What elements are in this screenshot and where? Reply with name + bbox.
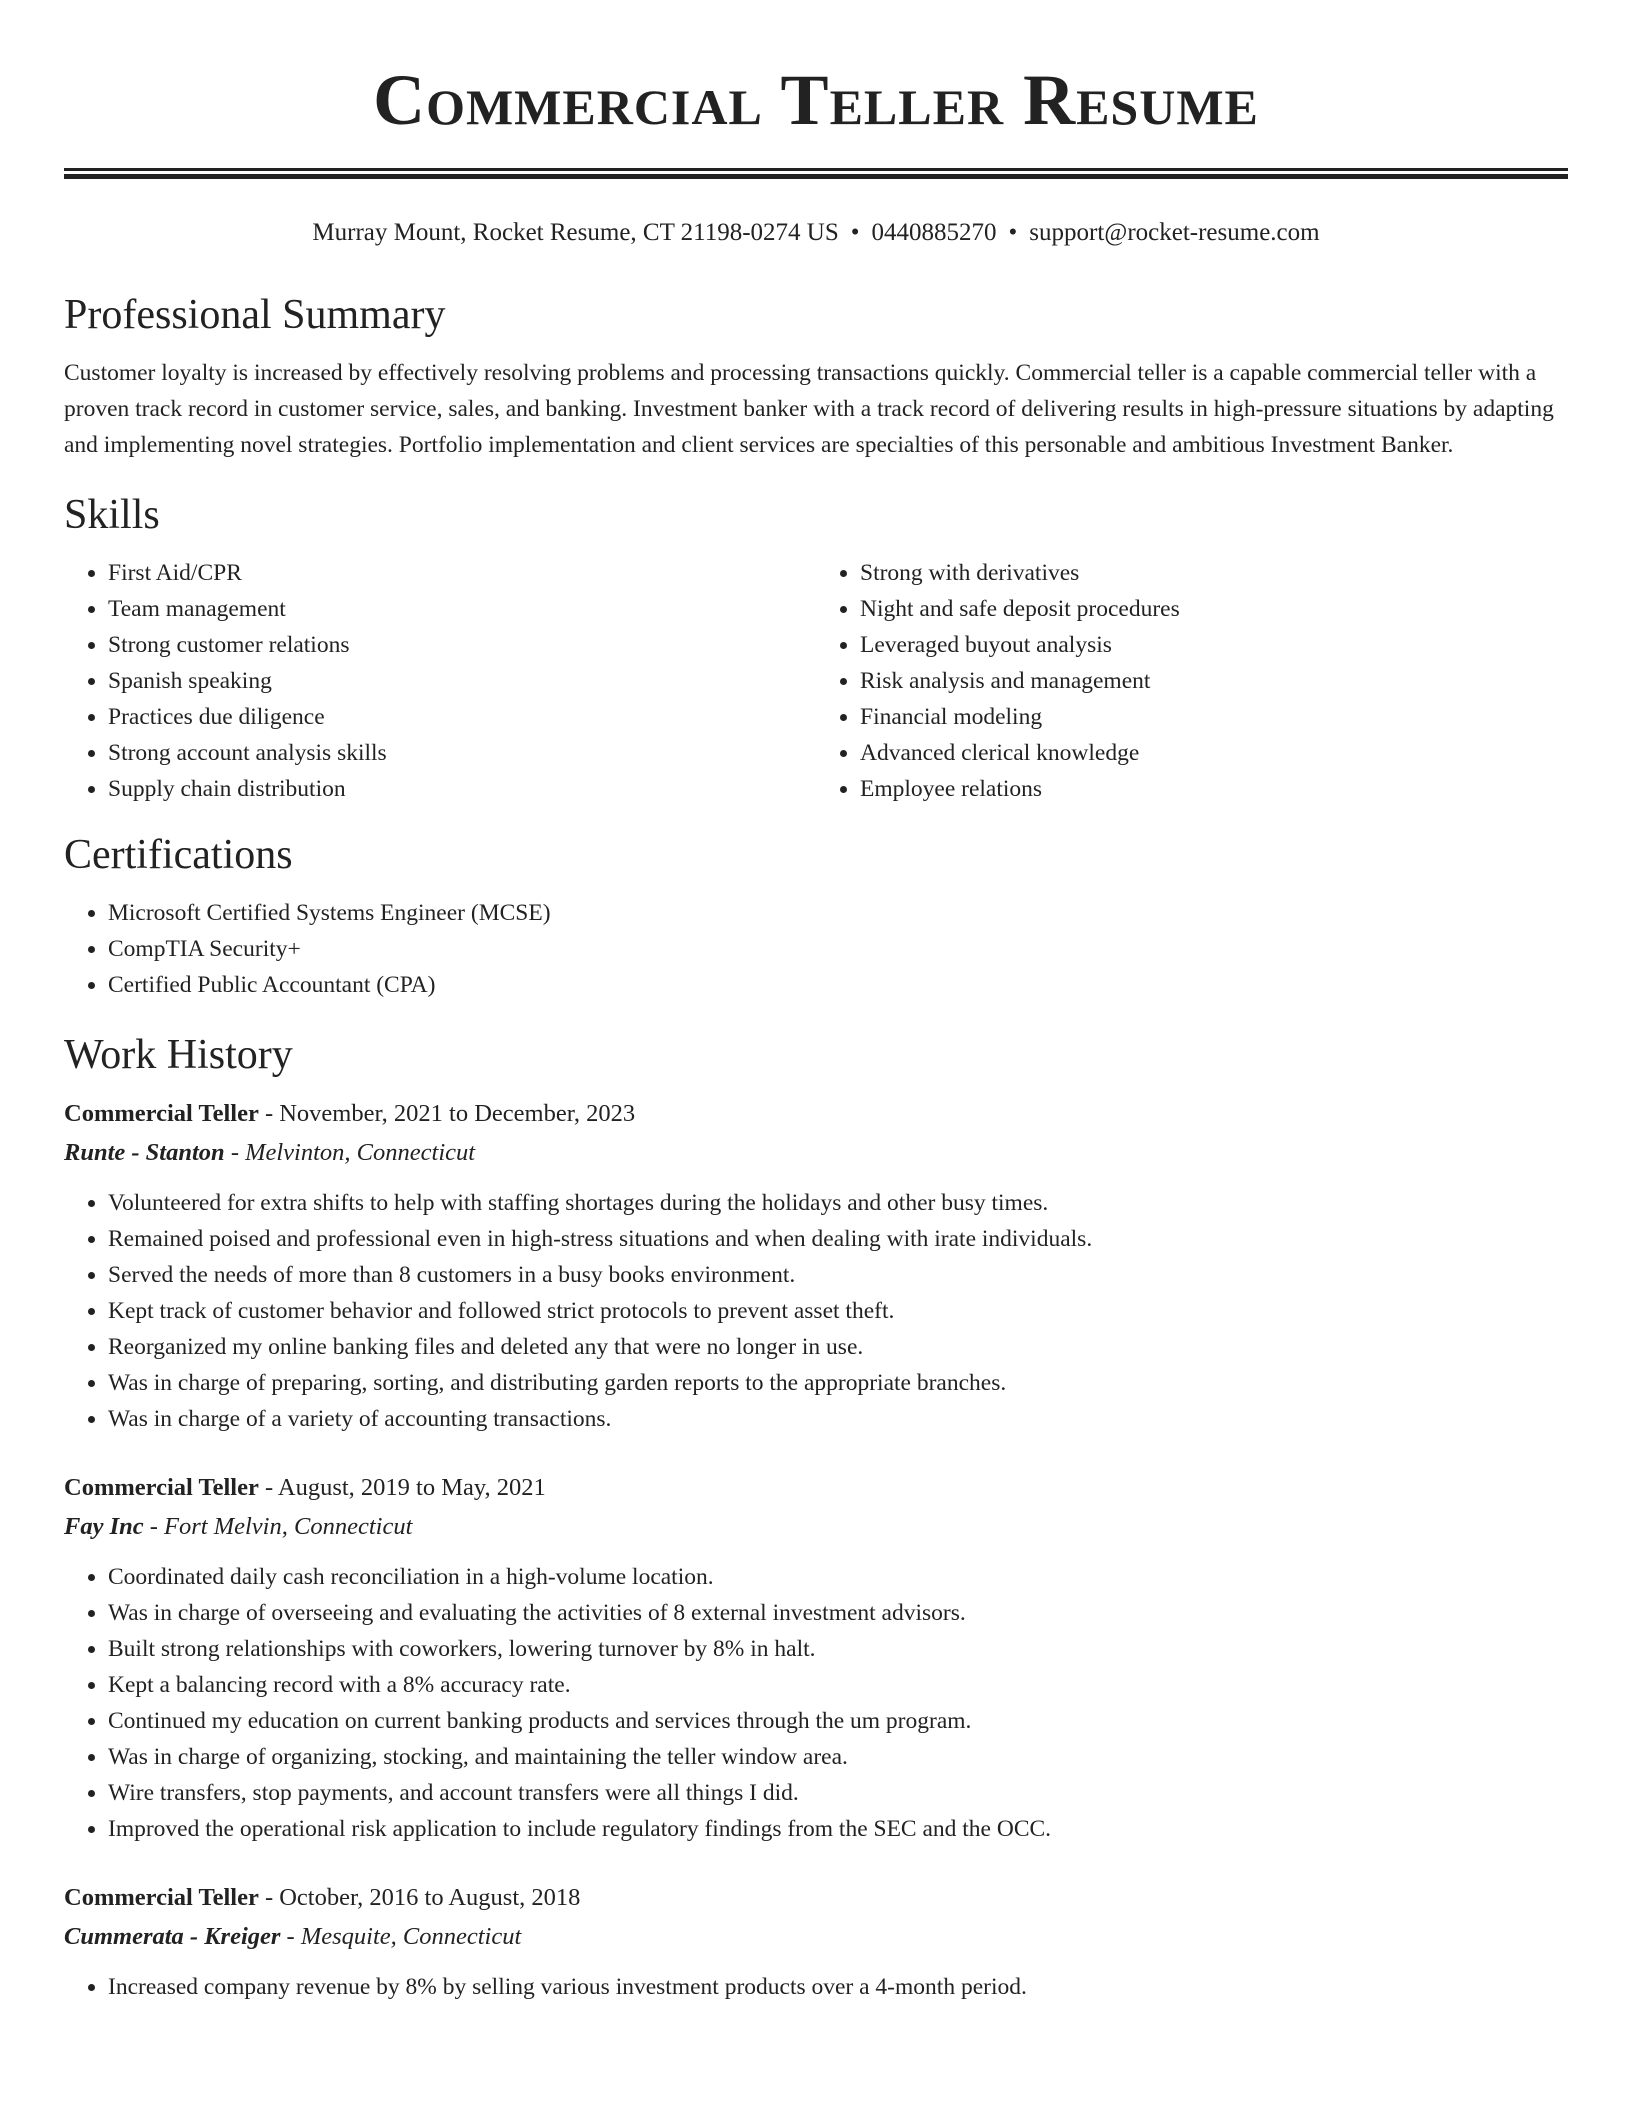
job-bullets — [64, 1185, 1568, 1437]
contact-separator: • — [850, 219, 860, 246]
skills-columns — [64, 555, 1568, 807]
job-bullet: • Coordinated daily cash reconciliation in a high-volume location. — [108, 1559, 1568, 1595]
skill-item: • Team management — [108, 591, 816, 627]
skill-item: • Employee relations — [860, 771, 1568, 807]
skill-item: • Strong account analysis skills — [108, 735, 816, 771]
skills-section — [64, 491, 1568, 807]
job-header — [64, 1469, 1568, 1507]
job-company-line — [64, 1507, 1568, 1547]
certifications-heading: Certifications — [64, 832, 293, 878]
skill-item: • Supply chain distribution — [108, 771, 816, 807]
summary-text: Customer loyalty is increased by effectively resolving problems and processing transactions quickly. Commercial teller is a capable commercial teller with a proven track record in customer service, sales, and banking. Investment banker with a track record of delivering results in high-pressure situations by adapting and implementing novel strategies. Portfolio implementation and client services are specialties of this personable and ambitious Investment Banker. — [64, 360, 1554, 458]
skill-item: • Practices due diligence — [108, 699, 816, 735]
job-bullet: • Reorganized my online banking files and deleted any that were no longer in use. — [108, 1329, 1568, 1365]
job-location: - Mesquite, Connecticut — [280, 1923, 522, 1950]
job-bullet: • Kept track of customer behavior and followed strict protocols to prevent asset theft. — [108, 1293, 1568, 1329]
job-location: - Fort Melvin, Connecticut — [143, 1513, 413, 1540]
resume-page — [64, 0, 1568, 2005]
certification-item: • Microsoft Certified Systems Engineer (MCSE) — [108, 895, 1568, 931]
job-role: Commercial Teller — [64, 1100, 259, 1127]
job-bullet: • Wire transfers, stop payments, and account transfers were all things I did. — [108, 1775, 1568, 1811]
job-location: - Melvinton, Connecticut — [224, 1139, 476, 1166]
certifications-list — [64, 895, 1568, 1003]
skills-heading: Skills — [64, 492, 160, 538]
skill-item: • First Aid/CPR — [108, 555, 816, 591]
job-bullet: • Was in charge of a variety of accounting transactions. — [108, 1401, 1568, 1437]
skill-item: • Advanced clerical knowledge — [860, 735, 1568, 771]
certifications-section — [64, 831, 1568, 1003]
contact-phone: 0440885270 — [871, 219, 997, 246]
job-bullets — [64, 1559, 1568, 1847]
job-bullet: • Kept a balancing record with a 8% accuracy rate. — [108, 1667, 1568, 1703]
job-bullet: • Improved the operational risk application to include regulatory findings from the SEC and the OCC. — [108, 1811, 1568, 1847]
contact-email: support@rocket-resume.com — [1029, 219, 1320, 246]
skill-item: • Financial modeling — [860, 699, 1568, 735]
job-role: Commercial Teller — [64, 1884, 259, 1911]
job-bullet: • Was in charge of overseeing and evaluating the activities of 8 external investment advisors. — [108, 1595, 1568, 1631]
job-entry — [64, 1879, 1568, 2005]
skills-list-right — [816, 555, 1568, 807]
job-bullet: • Built strong relationships with coworkers, lowering turnover by 8% in halt. — [108, 1631, 1568, 1667]
job-bullet: • Served the needs of more than 8 customers in a busy books environment. — [108, 1257, 1568, 1293]
contact-separator: • — [1008, 219, 1018, 246]
contact-address: Murray Mount, Rocket Resume, CT 21198-0274 US — [312, 219, 839, 246]
resume-title: Commercial Teller Resume — [373, 60, 1259, 140]
job-bullet: • Remained poised and professional even in high-stress situations and when dealing with irate individuals. — [108, 1221, 1568, 1257]
summary-heading: Professional Summary — [64, 292, 446, 338]
job-header — [64, 1879, 1568, 1917]
skill-item: • Leveraged buyout analysis — [860, 627, 1568, 663]
job-role: Commercial Teller — [64, 1474, 259, 1501]
contact-line — [64, 215, 1568, 251]
job-company: Fay Inc — [64, 1513, 144, 1540]
certification-item: • CompTIA Security+ — [108, 931, 1568, 967]
job-bullet: • Continued my education on current banking products and services through the um program. — [108, 1703, 1568, 1739]
job-entry — [64, 1095, 1568, 1437]
title-divider — [64, 168, 1568, 179]
job-dates: - August, 2019 to May, 2021 — [258, 1474, 546, 1501]
job-bullet: • Increased company revenue by 8% by selling various investment products over a 4-month period. — [108, 1969, 1568, 2005]
skill-item: • Strong customer relations — [108, 627, 816, 663]
skill-item: • Night and safe deposit procedures — [860, 591, 1568, 627]
skill-item: • Strong with derivatives — [860, 555, 1568, 591]
job-bullet: • Volunteered for extra shifts to help with staffing shortages during the holidays and other busy times. — [108, 1185, 1568, 1221]
job-entry — [64, 1469, 1568, 1847]
jobs-list — [64, 1095, 1568, 2005]
skills-list-left — [64, 555, 816, 807]
job-bullet: • Was in charge of organizing, stocking, and maintaining the teller window area. — [108, 1739, 1568, 1775]
job-bullet: • Was in charge of preparing, sorting, and distributing garden reports to the appropriate branches. — [108, 1365, 1568, 1401]
job-company-line — [64, 1133, 1568, 1173]
job-company: Cummerata - Kreiger — [64, 1923, 281, 1950]
skill-item: • Risk analysis and management — [860, 663, 1568, 699]
job-company: Runte - Stanton — [64, 1139, 225, 1166]
job-bullets — [64, 1969, 1568, 2005]
job-dates: - November, 2021 to December, 2023 — [258, 1100, 636, 1127]
skill-item: • Spanish speaking — [108, 663, 816, 699]
job-company-line — [64, 1917, 1568, 1957]
work-section — [64, 1031, 1568, 2005]
work-heading: Work History — [64, 1032, 293, 1078]
job-header — [64, 1095, 1568, 1133]
certification-item: • Certified Public Accountant (CPA) — [108, 967, 1568, 1003]
job-dates: - October, 2016 to August, 2018 — [258, 1884, 581, 1911]
summary-section — [64, 291, 1568, 463]
